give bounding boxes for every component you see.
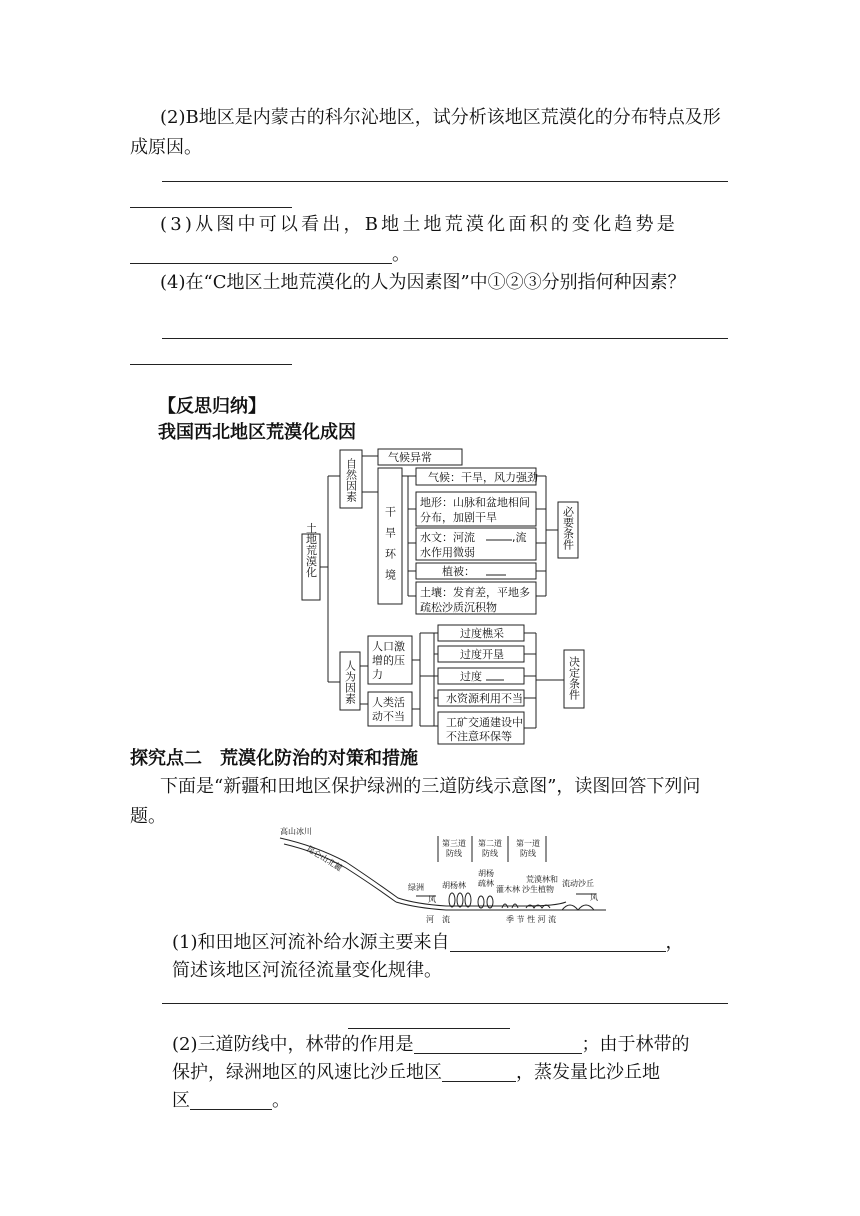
p2-text-b: ；由于林带的 [581,1034,690,1055]
oasis-label: 绿洲 [408,883,424,892]
sparse-label-2: 疏林 [478,879,494,888]
p2-text-f: 。 [272,1090,290,1111]
h1-label: 过度樵采 [460,627,504,640]
answer-line [162,338,728,339]
desert-label-2: 沙生植物 [522,885,554,894]
answer-blank [414,1035,582,1054]
dry-env-label: 干旱环境 [383,506,397,590]
part2-title: 探究点二 荒漠化防治的对策和措施 [130,748,418,769]
desert-label-1: 荒漠林和 [526,875,558,884]
hydro-label-1: 水文：河流 [420,531,475,544]
activity-label-2: 动不当 [372,710,405,723]
p2-question-line3 [172,1086,732,1116]
h3-label: 过度 [460,670,482,683]
answer-line [162,181,728,182]
question-4 [130,268,730,298]
seasonal-river-label: 季 节 性 河 流 [506,915,557,924]
answer-line [130,364,292,365]
h5-label-2: 不注意环保等 [446,730,512,743]
answer-blank [190,1091,272,1110]
period: 。 [392,244,410,265]
populus-tree [449,893,455,907]
hydro-label-2: 水作用微弱 [420,546,475,559]
question-3-blank-line [130,240,730,270]
decisive-label: 决定条件 [567,656,581,700]
answer-blank [130,245,392,264]
h2-label: 过度开垦 [460,648,504,661]
p2-text-a: (2)三道防线中，林带的作用是 [172,1034,414,1055]
p2-question [172,1030,732,1060]
answer-line [130,207,292,208]
soil-label-2: 疏松沙质沉积物 [420,601,497,614]
population-label-3: 力 [372,668,383,681]
population-label-1: 人口激 [372,640,405,653]
line2-label-b: 防线 [482,849,498,858]
glacier-label: 高山冰川 [280,827,312,836]
answer-line [348,1028,510,1029]
p2-question-line2 [172,1058,732,1088]
question-3 [130,210,730,240]
section-header: 【反思归纳】 [158,396,266,417]
question-2-text: (2)B地区是内蒙古的科尔沁地区，试分析该地区荒漠化的分布特点及形成原因。 [130,107,721,158]
p2-text-e: 区 [172,1090,190,1111]
p1-question-line2: 简述该地区河流径流量变化规律。 [172,960,442,981]
populus-label: 胡杨林 [442,881,466,890]
vegetation-label: 植被： [442,565,475,578]
question-2 [130,103,730,163]
line3-label-b: 防线 [446,849,462,858]
p2-text-c: 保护，绿洲地区的风速比沙丘地区 [172,1062,442,1083]
climate-label: 气候：干旱，风力强劲 [428,471,538,484]
question-3-text: (3)从图中可以看出，B地土地荒漠化面积的变化趋势是 [160,214,678,235]
line2-label-a: 第二道 [478,839,502,848]
terrain-label-1: 地形：山脉和盆地相间 [420,496,530,509]
dune [562,905,594,910]
climate-abnormal-label: 气候异常 [388,451,432,464]
soil-label-1: 土壤：发育差，平地多 [420,586,530,599]
line1-label-b: 防线 [520,849,536,858]
hydro-label-1b: ,流 [512,531,527,544]
activity-label-1: 人类活 [372,696,405,709]
terrain-label-2: 分布，加剧干旱 [420,511,497,524]
question-4-text: (4)在“C地区土地荒漠化的人为因素图”中①②③分别指何种因素？ [160,272,686,293]
populus-tree [465,893,471,907]
dune-label: 流动沙丘 [562,879,594,888]
mountain-label: 昆仑山北麓 [304,844,344,873]
answer-blank [450,933,666,952]
root-label: 土地荒漠化 [304,522,318,578]
populus-tree [457,893,463,907]
desert-plant [526,905,550,908]
h5-label-1: 工矿交通建设中 [446,716,523,729]
p1-text: (1)和田地区河流补给水源主要来自 [172,932,450,953]
h4-label: 水资源利用不当 [446,692,523,705]
p1-question [172,928,732,958]
line3-label-a: 第三道 [442,839,466,848]
wind-label: 风 [428,895,436,904]
section-title: 我国西北地区荒漠化成因 [158,422,356,443]
natural-label: 自然因素 [344,458,358,502]
intro-text-content: 下面是“新疆和田地区保护绿洲的三道防线示意图”，读图回答下列问题。 [130,776,701,827]
human-label: 人为因素 [343,660,357,704]
necessary-label: 必要条件 [561,506,575,550]
sparse-label-1: 胡杨 [478,869,494,878]
wind-label-2: 风 [590,893,598,902]
p2-text-d: ，蒸发量比沙丘地 [516,1062,660,1083]
line1-label-a: 第一道 [516,839,540,848]
answer-line [162,1003,728,1004]
shrub-label: 灌木林 [496,885,520,894]
answer-blank [442,1063,516,1082]
desertification-causes-diagram [296,446,596,748]
oasis-defense-figure [276,822,616,926]
p1-comma: ， [665,932,684,953]
population-label-2: 增的压 [372,654,405,667]
vegetation-box [416,563,536,579]
river-label: 河 流 [426,915,450,924]
